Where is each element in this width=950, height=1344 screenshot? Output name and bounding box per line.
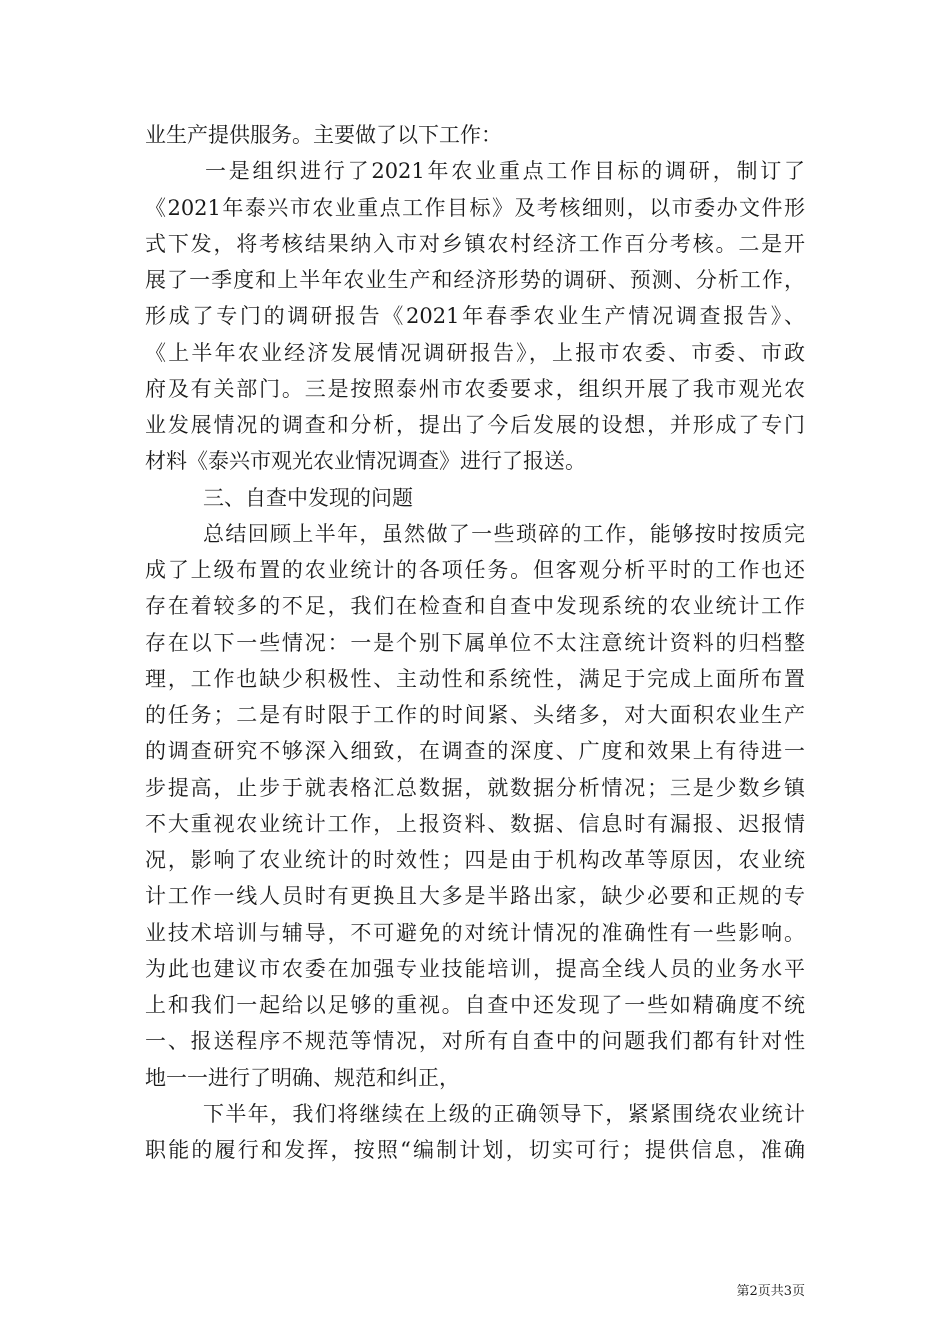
text-line: 理，工作也缺少积极性、主动性和系统性，满足于完成上面所布置 — [145, 666, 805, 691]
text-line: 地一一进行了明确、规范和纠正， — [145, 1065, 460, 1090]
text-line: 业生产提供服务。主要做了以下工作： — [145, 123, 502, 147]
section-heading: 三、自查中发现的问题 — [203, 485, 413, 510]
text-line: 一、报送程序不规范等情况，对所有自查中的问题我们都有针对性 — [145, 1029, 805, 1054]
text-line: 业技术培训与辅导，不可避免的对统计情况的准确性有一些影响。 — [145, 920, 805, 945]
text-line: 《2021年泰兴市农业重点工作目标》及考核细则，以市委办文件形 — [145, 195, 805, 220]
text-line: 为此也建议市农委在加强专业技能培训，提高全线人员的业务水平 — [145, 956, 805, 981]
text-line: 式下发，将考核结果纳入市对乡镇农村经济工作百分考核。二是开 — [145, 231, 805, 256]
text-line: 的任务；二是有时限于工作的时间紧、头绪多，对大面积农业生产 — [145, 703, 805, 727]
body-text — [145, 117, 805, 1168]
text-line: 业发展情况的调查和分析，提出了今后发展的设想，并形成了专门 — [145, 413, 805, 437]
text-line: 计工作一线人员时有更换且大多是半路出家，缺少必要和正规的专 — [145, 884, 805, 909]
text-line: 况，影响了农业统计的时效性；四是由于机构改革等原因，农业统 — [145, 848, 805, 872]
page-number: 第2页共3页 — [736, 1284, 805, 1299]
text-line: 的调查研究不够深入细致，在调查的深度、广度和效果上有待进一 — [145, 739, 805, 764]
text-line: 材料《泰兴市观光农业情况调查》进行了报送。 — [145, 449, 586, 474]
text-line: 府及有关部门。三是按照泰州市农委要求，组织开展了我市观光农 — [145, 376, 805, 401]
text-line: 步提高，止步于就表格汇总数据，就数据分析情况；三是少数乡镇 — [145, 775, 805, 800]
text-line: 形成了专门的调研报告《2021年春季农业生产情况调查报告》、 — [145, 304, 805, 329]
text-line: 上和我们一起给以足够的重视。自查中还发现了一些如精确度不统 — [145, 993, 805, 1017]
paragraph-first-line: 下半年，我们将继续在上级的正确领导下，紧紧围绕农业统计 — [203, 1101, 805, 1126]
text-line: 职能的履行和发挥，按照“编制计划，切实可行；提供信息，准确 — [145, 1138, 805, 1162]
text-line: 展了一季度和上半年农业生产和经济形势的调研、预测、分析工作， — [145, 268, 805, 292]
text-line: 《上半年农业经济发展情况调研报告》，上报市农委、市委、市政 — [145, 340, 805, 365]
text-line: 存在着较多的不足，我们在检查和自查中发现系统的农业统计工作 — [145, 594, 805, 619]
text-line: 成了上级布置的农业统计的各项任务。但客观分析平时的工作也还 — [145, 558, 805, 582]
text-line: 存在以下一些情况：一是个别下属单位不太注意统计资料的归档整 — [145, 630, 805, 655]
paragraph-first-line: 总结回顾上半年，虽然做了一些琐碎的工作，能够按时按质完 — [203, 521, 805, 546]
paragraph-first-line: 一是组织进行了2021年农业重点工作目标的调研，制订了 — [205, 159, 805, 184]
text-line: 不大重视农业统计工作，上报资料、数据、信息时有漏报、迟报情 — [145, 811, 805, 836]
